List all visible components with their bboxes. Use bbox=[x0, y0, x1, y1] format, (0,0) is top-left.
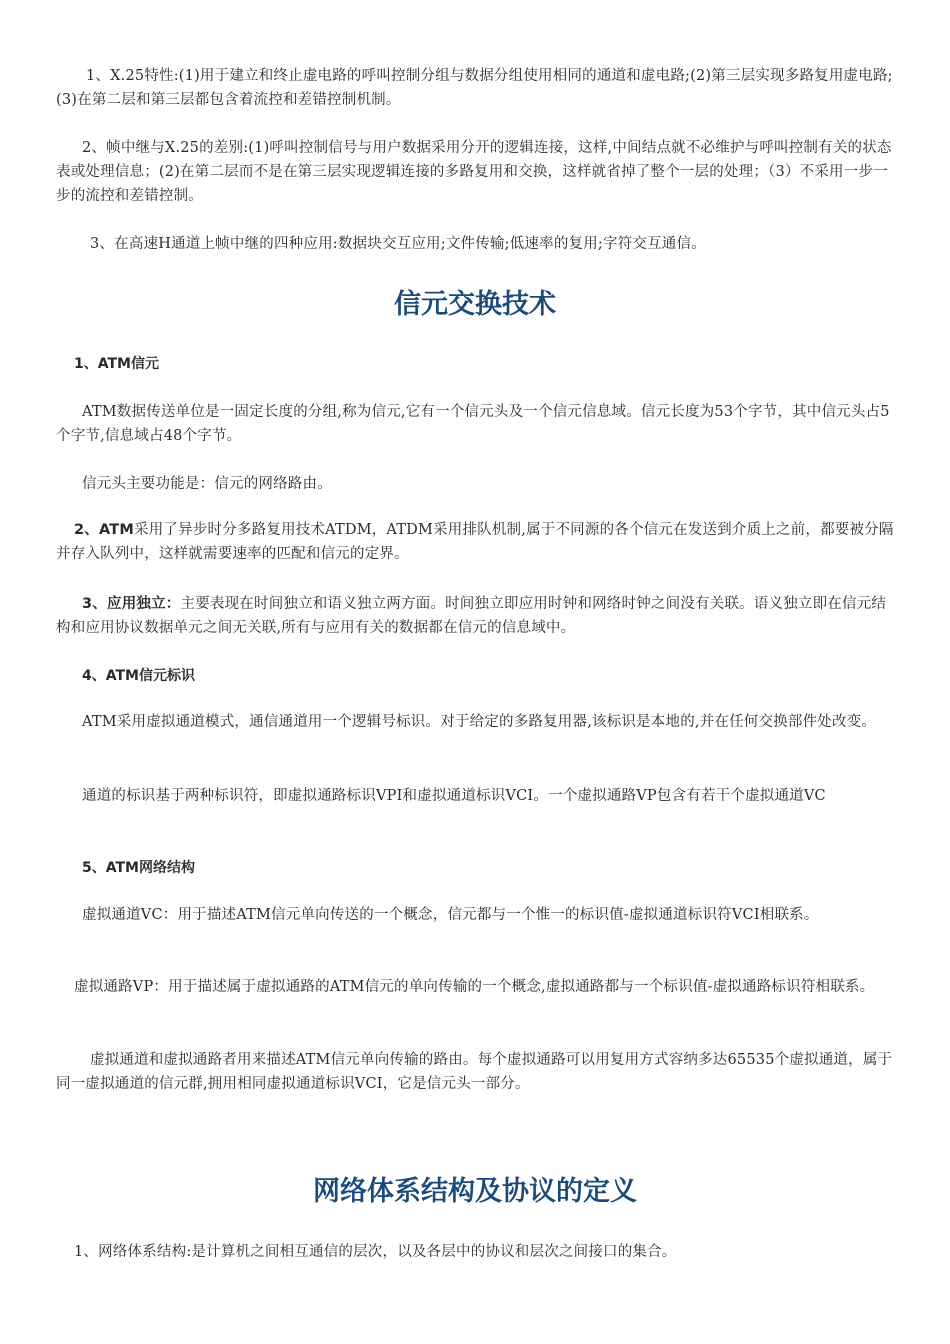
atm-cell-id-subheading: 4、ATM信元标识 bbox=[82, 668, 195, 684]
atm-cell-subheading: 1、ATM信元 bbox=[74, 356, 159, 372]
x25-features-paragraph: 1、X.25特性:(1)用于建立和终止虚电路的呼叫控制分组与数据分组使用相同的通道和虚电路;(2)第三层实现多路复用虚电路;(3)在第二层和第三层都包含着流控和差错控制机制。 bbox=[56, 68, 893, 108]
cell-header-function-paragraph: 信元头主要功能是：信元的网络路由。 bbox=[82, 476, 332, 492]
atm-atdm-text: 采用了异步时分多路复用技术ATDM，ATDM采用排队机制,属于不同源的各个信元在发送到介质上之前，都要被分隔并存入队列中，这样就需要速率的匹配和信元的定界。 bbox=[56, 522, 894, 562]
atm-atdm-paragraph bbox=[56, 518, 894, 566]
virtual-path-vp-paragraph: 虚拟通路VP：用于描述属于虚拟通路的ATM信元的单向传输的一个概念,虚拟通路都与一个标识值-虚拟通路标识符相联系。 bbox=[74, 979, 875, 995]
vc-vp-routing-paragraph: 虚拟通道和虚拟通路者用来描述ATM信元单向传输的路由。每个虚拟通路可以用复用方式容纳多达65535个虚拟通道，属于同一虚拟通道的信元群,拥用相同虚拟通道标识VCI，它是信元头一部分。 bbox=[56, 1052, 893, 1092]
atm-network-structure-subheading: 5、ATM网络结构 bbox=[82, 860, 195, 876]
atm-cell-paragraph: ATM数据传送单位是一固定长度的分组,称为信元,它有一个信元头及一个信元信息域。信元长度为53个字节，其中信元头占5个字节,信息域占48个字节。 bbox=[56, 404, 890, 444]
network-architecture-definition-paragraph: 1、网络体系结构:是计算机之间相互通信的层次，以及各层中的协议和层次之间接口的集合。 bbox=[74, 1244, 677, 1260]
application-independence-paragraph bbox=[56, 592, 894, 640]
application-independence-lead: 3、应用独立： bbox=[82, 596, 181, 612]
application-independence-text: 主要表现在时间独立和语义独立两方面。时间独立即应用时钟和网络时钟之间没有关联。语义独立即在信元结构和应用协议数据单元之间无关联,所有与应用有关的数据都在信元的信息域中。 bbox=[56, 596, 887, 636]
virtual-channel-vc-paragraph: 虚拟通道VC：用于描述ATM信元单向传送的一个概念，信元都与一个惟一的标识值-虚拟通道标识符VCI相联系。 bbox=[82, 907, 819, 923]
frame-relay-applications-paragraph: 3、在高速H通道上帧中继的四种应用:数据块交互应用;文件传输;低速率的复用;字符交互通信。 bbox=[90, 236, 706, 252]
cell-switching-heading: 信元交换技术 bbox=[394, 289, 556, 320]
network-architecture-heading: 网络体系结构及协议的定义 bbox=[313, 1176, 637, 1207]
virtual-channel-mode-paragraph: ATM采用虚拟通道模式，通信通道用一个逻辑号标识。对于给定的多路复用器,该标识是本地的,并在任何交换部件处改变。 bbox=[82, 714, 877, 730]
frame-relay-vs-x25-paragraph: 2、帧中继与X.25的差别:(1)呼叫控制信号与用户数据采用分开的逻辑连接，这样,中间结点就不必维护与呼叫控制有关的状态表或处理信息；(2)在第二层而不是在第三层实现逻辑连接的多路复用和交换，这样就省掉了整个一层的处理；（3）不采用一步一步的流控和差错控制。 bbox=[56, 140, 892, 204]
vpi-vci-paragraph: 通道的标识基于两种标识符，即虚拟通路标识VPI和虚拟通道标识VCI。一个虚拟通路VP包含有若干个虚拟通道VC bbox=[82, 788, 826, 804]
atm-atdm-lead: 2、ATM bbox=[74, 522, 135, 538]
